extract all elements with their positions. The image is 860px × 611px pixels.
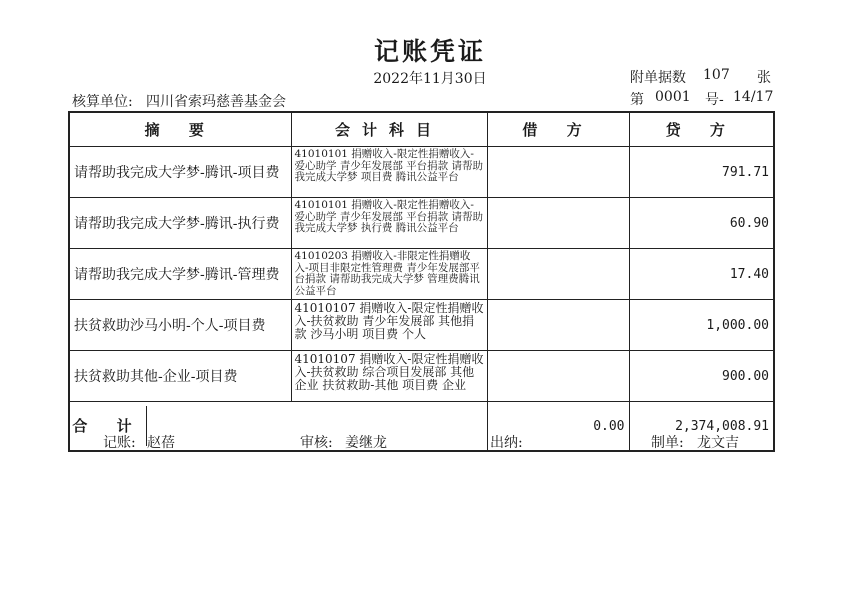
row-debit [487, 198, 629, 249]
bookkeeper-name: 赵蓓 [147, 435, 175, 451]
table-row [69, 351, 774, 402]
number-suffix: 号- [705, 92, 724, 108]
unit-label: 核算单位: [72, 94, 133, 110]
preparer-name: 龙文吉 [697, 435, 739, 451]
column-header-debit: 借 方 [487, 112, 629, 147]
bookkeeper-label: 记账: [103, 435, 136, 451]
row-debit [487, 249, 629, 300]
cashier-label: 出纳: [490, 435, 523, 451]
table-row [69, 198, 774, 249]
attachments-label: 附单据数 [630, 70, 686, 86]
reviewer-label: 审核: [300, 435, 333, 451]
row-debit [487, 351, 629, 402]
row-summary: 扶贫救助其他-企业-项目费 [69, 351, 291, 402]
voucher-table [68, 111, 775, 452]
attachments-unit: 张 [757, 70, 771, 86]
column-header-summary: 摘 要 [69, 112, 291, 147]
row-account: 41010203 捐赠收入-非限定性捐赠收入-项目非限定性管理费 青少年发展部平台捐款 请帮助我完成大学梦 管理费腾讯公益平台 [291, 249, 487, 300]
row-credit: 60.90 [629, 198, 774, 249]
row-debit [487, 300, 629, 351]
row-debit [487, 147, 629, 198]
row-account: 41010101 捐赠收入-限定性捐赠收入-爱心助学 青少年发展部 平台捐款 请帮助我完成大学梦 项目费 腾讯公益平台 [291, 147, 487, 198]
total-debit: 0.00 [487, 402, 629, 452]
reviewer-name: 姜继龙 [345, 435, 387, 451]
row-summary: 请帮助我完成大学梦-腾讯-执行费 [69, 198, 291, 249]
row-credit: 900.00 [629, 351, 774, 402]
row-account: 41010107 捐赠收入-限定性捐赠收入-扶贫救助 综合项目发展部 其他企业 扶贫救助-其他 项目费 企业 [291, 351, 487, 402]
row-credit: 791.71 [629, 147, 774, 198]
table-header-row [69, 112, 774, 147]
row-summary: 扶贫救助沙马小明-个人-项目费 [69, 300, 291, 351]
row-summary: 请帮助我完成大学梦-腾讯-管理费 [69, 249, 291, 300]
row-credit: 17.40 [629, 249, 774, 300]
table-row [69, 249, 774, 300]
row-account: 41010101 捐赠收入-限定性捐赠收入-爱心助学 青少年发展部 平台捐款 请帮助我完成大学梦 执行费 腾讯公益平台 [291, 198, 487, 249]
number-value: 0001 [655, 89, 691, 105]
table-row [69, 147, 774, 198]
voucher-date: 2022年11月30日 [373, 71, 487, 87]
column-header-account: 会计科目 [291, 112, 487, 147]
total-label: 合 计 [70, 406, 147, 446]
preparer-label: 制单: [651, 435, 684, 451]
row-account: 41010107 捐赠收入-限定性捐赠收入-扶贫救助 青少年发展部 其他捐款 沙马小明 项目费 个人 [291, 300, 487, 351]
unit-name: 四川省索玛慈善基金会 [146, 94, 286, 110]
total-credit: 2,374,008.91 [629, 402, 774, 452]
column-header-credit: 贷 方 [629, 112, 774, 147]
row-summary: 请帮助我完成大学梦-腾讯-项目费 [69, 147, 291, 198]
row-credit: 1,000.00 [629, 300, 774, 351]
number-label: 第 [630, 92, 644, 108]
voucher-title: 记账凭证 [373, 37, 486, 66]
table-row [69, 300, 774, 351]
page-indicator: 14/17 [733, 89, 774, 105]
attachments-count: 107 [703, 67, 730, 83]
